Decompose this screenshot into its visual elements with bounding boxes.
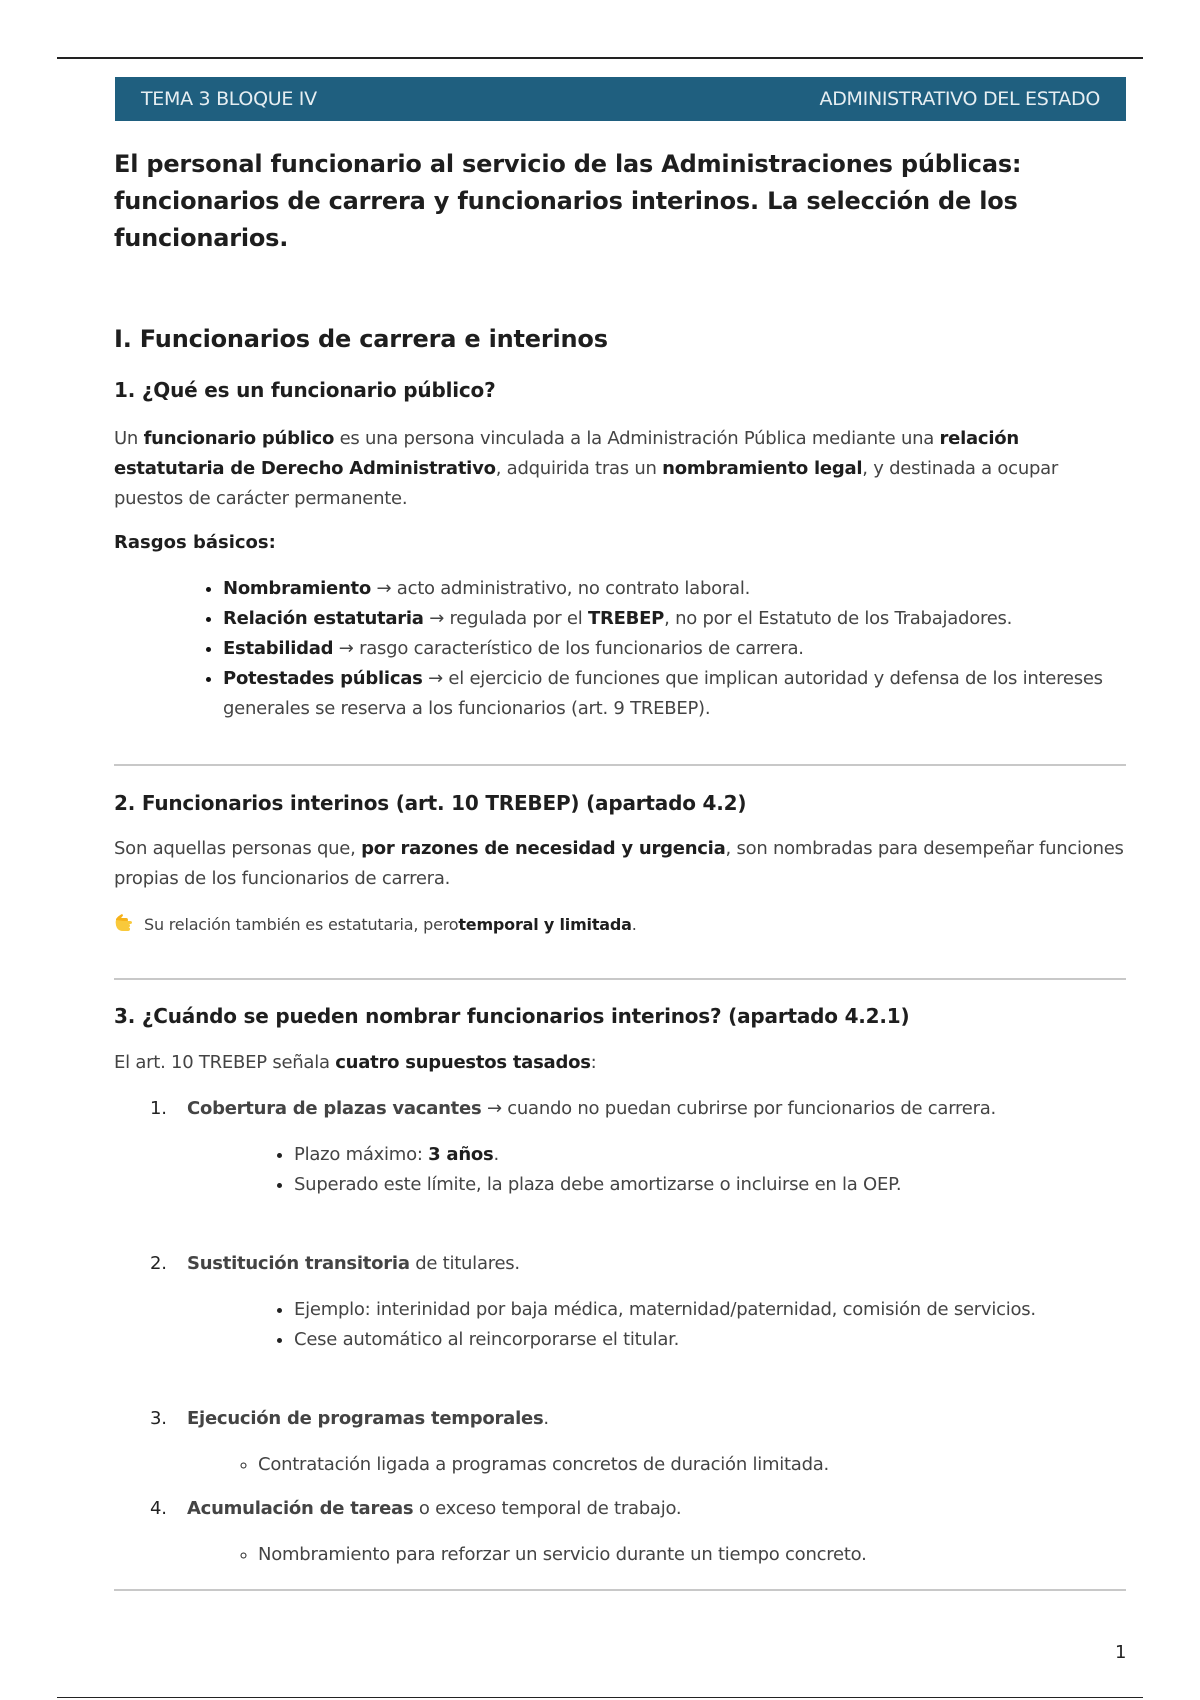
s3-intro: El art. 10 TREBEP señala cuatro supuestos tasados: (114, 1052, 597, 1073)
s2-note: Su relación también es estatutaria, pero temporal y limitada . (114, 913, 637, 935)
list-item: • Cese automático al reincorporarse el titular. (294, 1325, 1036, 1355)
header-right-label: ADMINISTRATIVO DEL ESTADO (819, 88, 1100, 110)
sub-list (222, 1450, 829, 1480)
list-item: • Ejemplo: interinidad por baja médica, maternidad/paternidad, comisión de servicios. (294, 1295, 1036, 1325)
list-item: 2. Sustitución transitoria de titulares. (150, 1253, 520, 1274)
rasgos-label: Rasgos básicos: (114, 532, 276, 553)
header-left-label: TEMA 3 BLOQUE IV (141, 88, 317, 110)
list-item: 3. Ejecución de programas temporales. (150, 1408, 549, 1429)
rasgos-list (186, 574, 1123, 724)
page-bottom-rule (57, 1697, 1143, 1698)
document-title (114, 146, 1126, 257)
pointing-hand-icon (114, 913, 136, 935)
title-line-1: El personal funcionario al servicio de las Administraciones públicas: (114, 150, 1022, 178)
list-item: 1. Cobertura de plazas vacantes → cuando no puedan cubrirse por funcionarios de carrera. (150, 1098, 997, 1119)
title-line-3: funcionarios. (114, 224, 289, 252)
section-divider (114, 1589, 1126, 1591)
s1-paragraph: Un funcionario público es una persona vinculada a la Administración Pública mediante una relación estatutaria de Derecho Administrativo, adquirida tras un nombramiento legal, y destinada a ocupar puestos de carácter permanente. (114, 428, 1059, 509)
document-body (114, 146, 1126, 1565)
s3-heading: 3. ¿Cuándo se pueden nombrar funcionarios interinos? (apartado 4.2.1) (114, 1004, 910, 1028)
list-item: • Nombramiento → acto administrativo, no contrato laboral. (223, 574, 1123, 604)
s1-heading: 1. ¿Qué es un funcionario público? (114, 378, 496, 402)
s2-paragraph: Son aquellas personas que, por razones de necesidad y urgencia, son nombradas para desempeñar funciones propias de los funcionarios de carrera. (114, 838, 1124, 889)
s2-heading: 2. Funcionarios interinos (art. 10 TREBEP) (apartado 4.2) (114, 791, 747, 815)
list-item: 4. Acumulación de tareas o exceso temporal de trabajo. (150, 1498, 682, 1519)
list-item: • Plazo máximo: 3 años. (294, 1140, 901, 1170)
section-divider (114, 978, 1126, 980)
sub-list (258, 1140, 901, 1200)
list-item: ◦ Contratación ligada a programas concretos de duración limitada. (258, 1450, 829, 1480)
header-band (115, 77, 1126, 121)
page-top-rule (57, 57, 1143, 59)
list-item: • Potestades públicas → el ejercicio de funciones que implican autoridad y defensa de los intereses generales se reserva a los funcionarios (art. 9 TREBEP). (223, 664, 1123, 724)
title-line-2: funcionarios de carrera y funcionarios interinos. La selección de los (114, 187, 1018, 215)
sub-list (258, 1295, 1036, 1355)
list-item: • Estabilidad → rasgo característico de los funcionarios de carrera. (223, 634, 1123, 664)
page-number: 1 (1115, 1642, 1127, 1663)
list-item: ◦ Nombramiento para reforzar un servicio durante un tiempo concreto. (258, 1540, 867, 1570)
section-title: I. Funcionarios de carrera e interinos (114, 325, 608, 353)
list-item: • Relación estatutaria → regulada por el TREBEP, no por el Estatuto de los Trabajadores. (223, 604, 1123, 634)
sub-list (222, 1540, 867, 1570)
section-divider (114, 764, 1126, 766)
list-item: • Superado este límite, la plaza debe amortizarse o incluirse en la OEP. (294, 1170, 901, 1200)
